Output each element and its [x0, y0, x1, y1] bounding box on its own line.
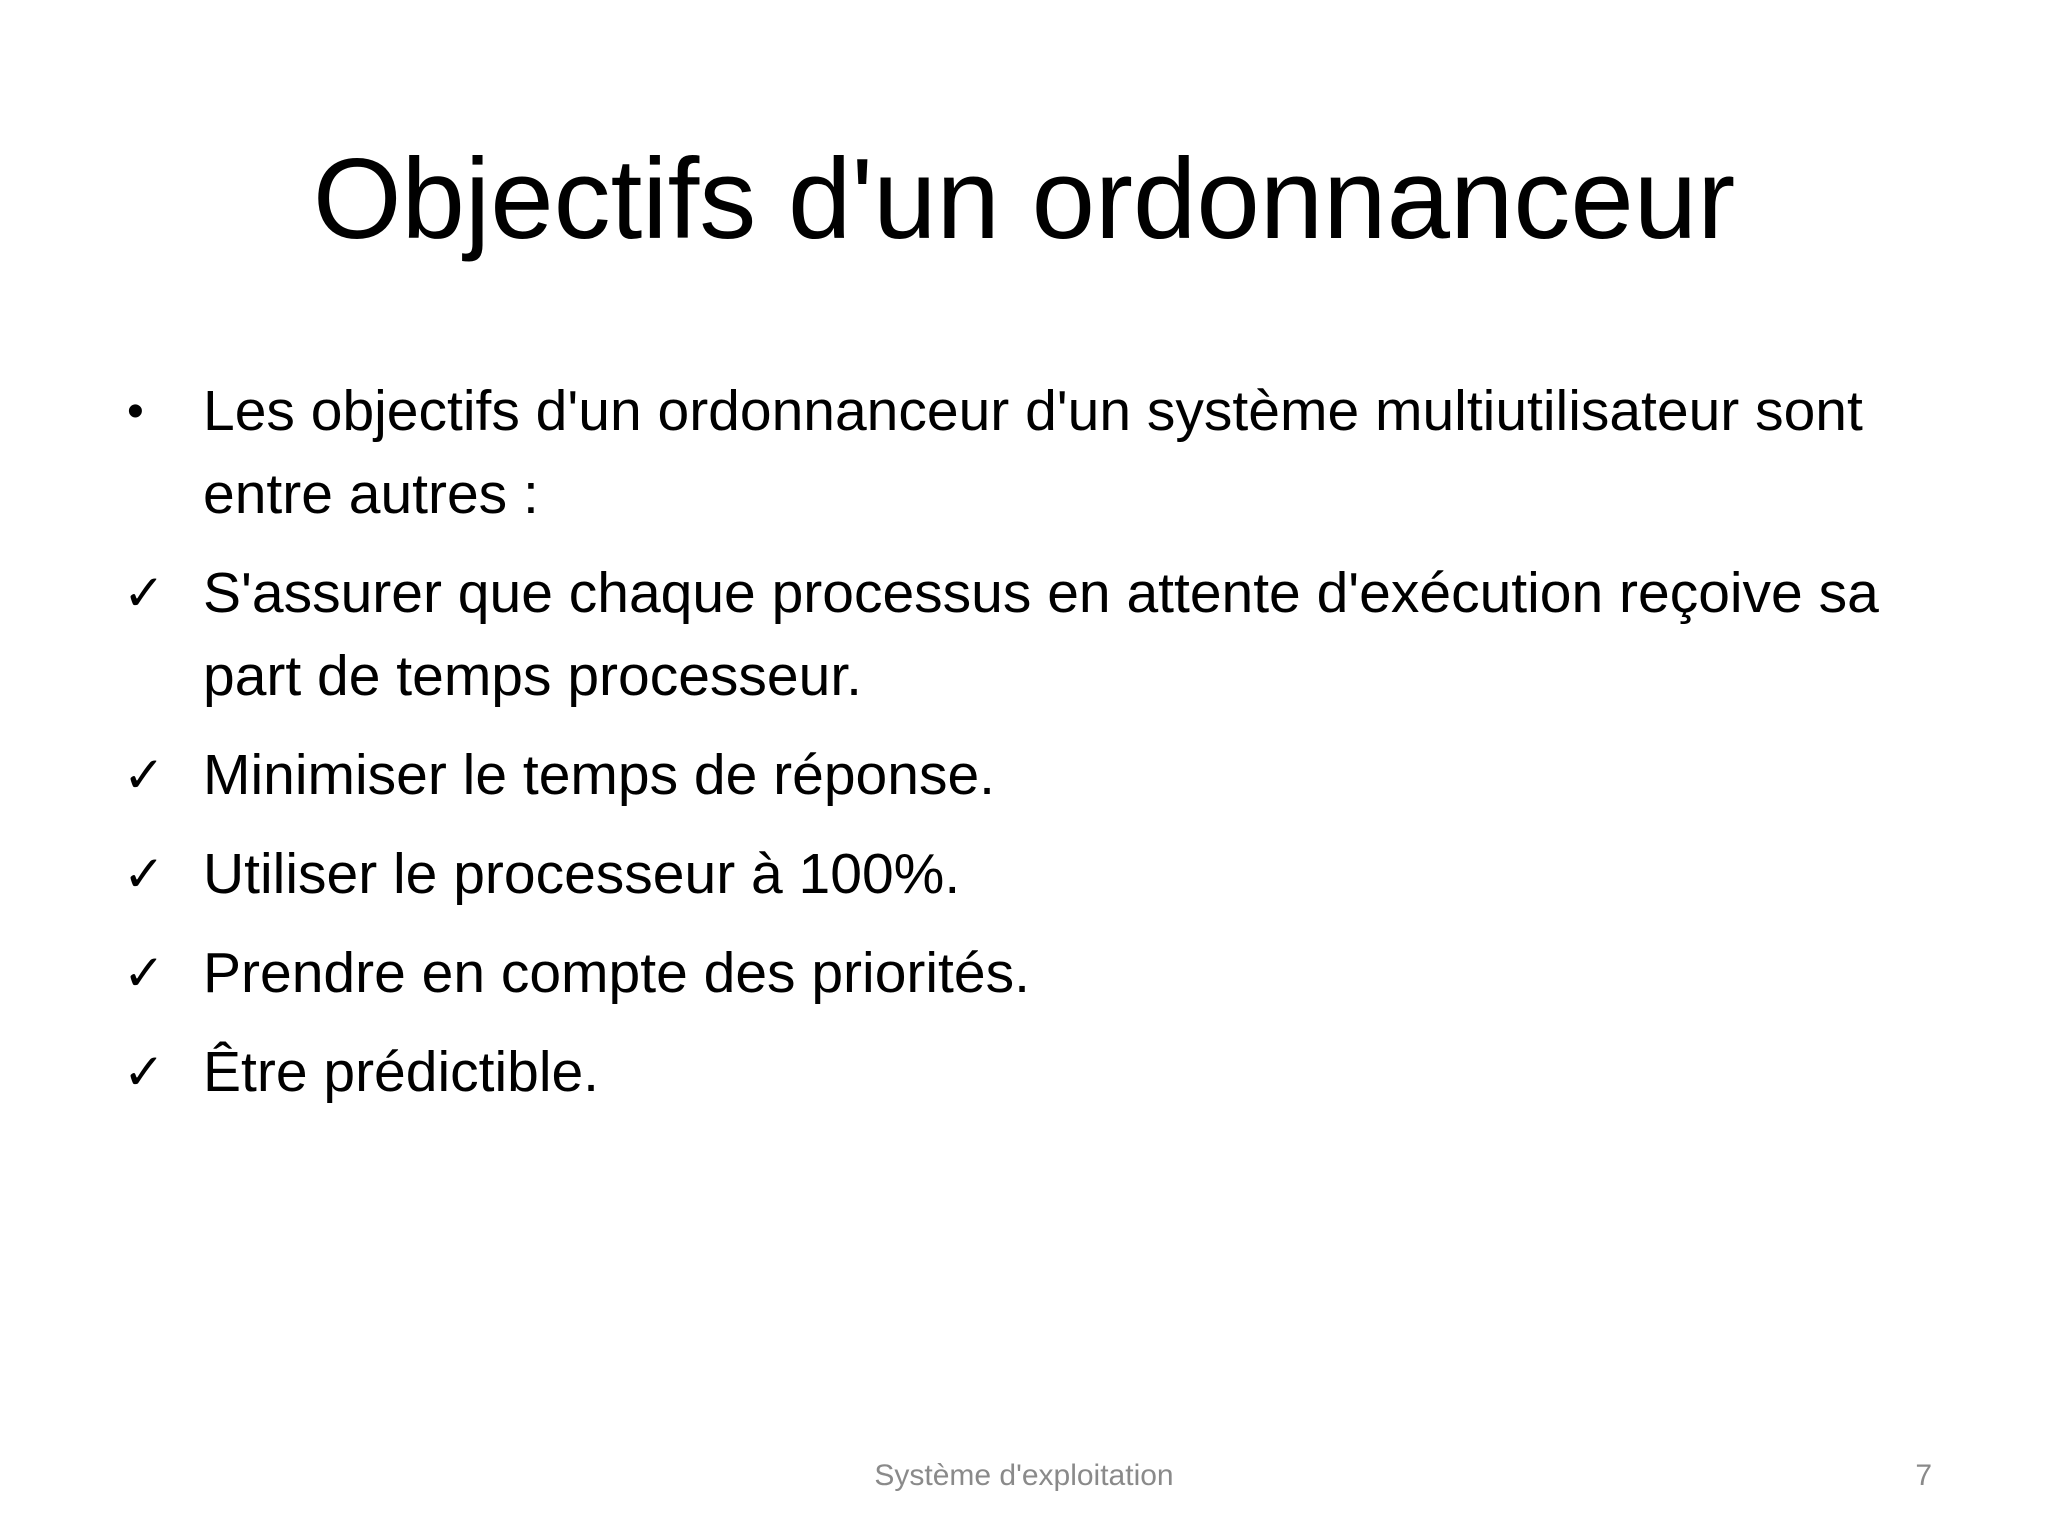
objective-item — [125, 552, 1955, 718]
slide-content — [125, 370, 1955, 1130]
checkmark-icon: ✓ — [123, 1043, 165, 1101]
footer-title: Système d'exploitation — [874, 1459, 1174, 1492]
checkmark-icon: ✓ — [123, 746, 165, 804]
checkmark-icon: ✓ — [123, 845, 165, 903]
objective-item — [125, 833, 1955, 916]
objective-text: Être prédictible. — [203, 1040, 600, 1104]
objective-item — [125, 932, 1955, 1015]
objective-text: Utiliser le processeur à 100%. — [203, 842, 961, 906]
slide-footer — [0, 1453, 2048, 1499]
objective-text: Minimiser le temps de réponse. — [203, 743, 995, 807]
objective-text: Prendre en compte des priorités. — [203, 941, 1030, 1005]
slide-title: Objectifs d'un ordonnanceur — [312, 136, 1736, 263]
checkmark-icon: ✓ — [123, 564, 165, 622]
page-number: 7 — [1915, 1459, 1932, 1492]
checkmark-icon: ✓ — [123, 944, 165, 1002]
objective-item — [125, 1031, 1955, 1114]
intro-text: Les objectifs d'un ordonnanceur d'un système multiutilisateur sont entre autres : — [203, 379, 1863, 526]
objective-text: S'assurer que chaque processus en attente d'exécution reçoive sa part de temps processeur. — [203, 561, 1879, 708]
bullet-icon: • — [127, 385, 144, 438]
objective-item — [125, 734, 1955, 817]
intro-bullet-item — [125, 370, 1955, 536]
